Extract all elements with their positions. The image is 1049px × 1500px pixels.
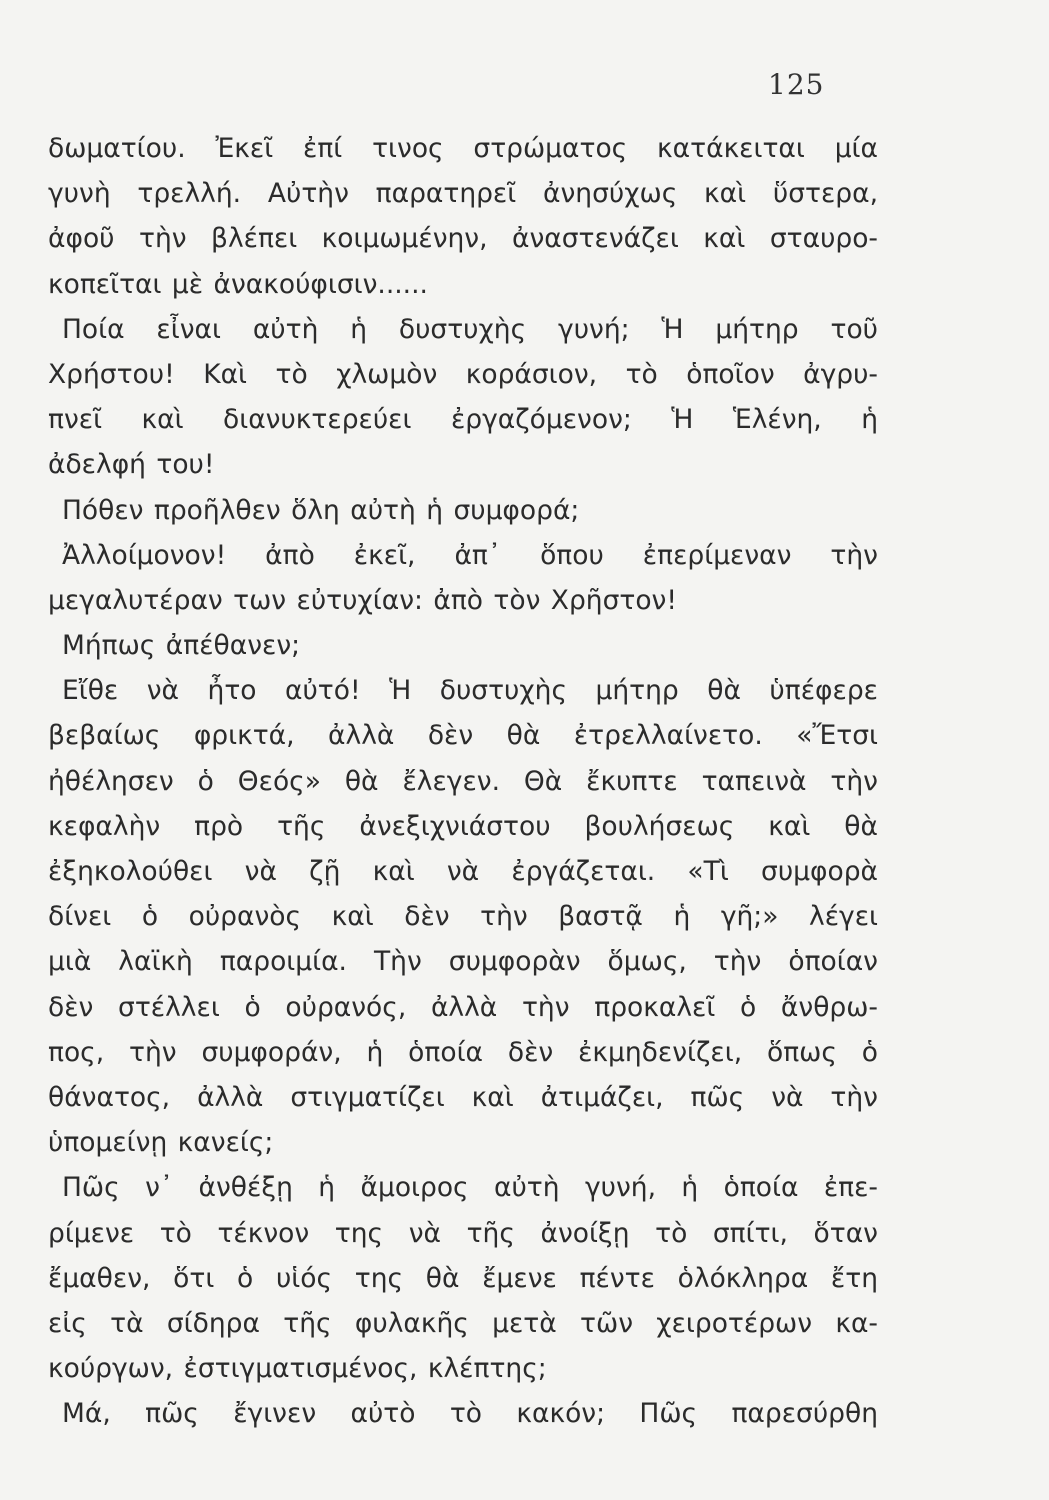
text-line: δίνει ὁ οὐρανὸς καὶ δὲν τὴν βαστᾷ ἡ γῆ;» λέγει: [48, 901, 878, 933]
text-line: Εἴθε νὰ ἦτο αὐτό! Ἡ δυστυχὴς μήτηρ θὰ ὑπέφερε: [62, 675, 878, 707]
text-line: εἰς τὰ σίδηρα τῆς φυλακῆς μετὰ τῶν χειροτέρων κα-: [48, 1307, 878, 1339]
text-line: γυνὴ τρελλή. Αὐτὴν παρατηρεῖ ἀνησύχως καὶ ὕστερα,: [48, 178, 878, 210]
text-line: Πόθεν προῆλθεν ὅλη αὐτὴ ἡ συμφορά;: [62, 494, 580, 526]
text-line: Πῶς ν᾽ ἀνθέξῃ ἡ ἄμοιρος αὐτὴ γυνή, ἡ ὁποία ἐπε-: [62, 1172, 878, 1204]
page-number: 125: [768, 68, 825, 101]
text-line: πνεῖ καὶ διανυκτερεύει ἐργαζόμενον; Ἡ Ἑλένη, ἡ: [48, 404, 878, 436]
text-line: Μά, πῶς ἔγινεν αὐτὸ τὸ κακόν; Πῶς παρεσύρθη: [62, 1398, 878, 1430]
text-line: ἀδελφή του!: [48, 449, 215, 481]
text-line: μεγαλυτέραν των εὐτυχίαν: ἀπὸ τὸν Χρῆστον!: [48, 584, 677, 616]
text-line: ἀφοῦ τὴν βλέπει κοιμωμένην, ἀναστενάζει καὶ σταυρο-: [48, 223, 878, 255]
text-line: Χρήστου! Καὶ τὸ χλωμὸν κοράσιον, τὸ ὁποῖον ἀγρυ-: [48, 358, 878, 390]
text-line: Μήπως ἀπέθανεν;: [62, 630, 301, 662]
body-text: [48, 126, 878, 1436]
text-line: Ποία εἶναι αὐτὴ ἡ δυστυχὴς γυνή; Ἡ μήτηρ τοῦ: [62, 313, 878, 345]
text-line: κεφαλὴν πρὸ τῆς ἀνεξιχνιάστου βουλήσεως καὶ θὰ: [48, 810, 878, 842]
text-line: ἠθέλησεν ὁ Θεός» θὰ ἔλεγεν. Θὰ ἔκυπτε ταπεινὰ τὴν: [48, 765, 878, 797]
text-line: δωματίου. Ἐκεῖ ἐπί τινος στρώματος κατάκειται μία: [48, 133, 878, 164]
text-line: βεβαίως φρικτά, ἀλλὰ δὲν θὰ ἐτρελλαίνετο. «Ἔτσι: [48, 720, 878, 752]
text-line: θάνατος, ἀλλὰ στιγματίζει καὶ ἀτιμάζει, πῶς νὰ τὴν: [48, 1081, 878, 1113]
text-line: κούργων, ἐστιγματισμένος, κλέπτης;: [48, 1353, 547, 1385]
text-line: ἔμαθεν, ὅτι ὁ υἱός της θὰ ἔμενε πέντε ὁλόκληρα ἔτη: [48, 1262, 878, 1294]
text-line: δὲν στέλλει ὁ οὐρανός, ἀλλὰ τὴν προκαλεῖ ὁ ἄνθρω-: [48, 991, 878, 1023]
text-line: Ἀλλοίμονον! ἀπὸ ἐκεῖ, ἀπ᾽ ὅπου ἐπερίμεναν τὴν: [62, 539, 878, 571]
text-line: πος, τὴν συμφοράν, ἡ ὁποία δὲν ἐκμηδενίζει, ὅπως ὁ: [48, 1036, 878, 1068]
text-line: ἐξηκολούθει νὰ ζῇ καὶ νὰ ἐργάζεται. «Τὶ συμφορὰ: [48, 856, 878, 887]
text-line: μιὰ λαϊκὴ παροιμία. Τὴν συμφορὰν ὅμως, τὴν ὁποίαν: [48, 946, 878, 978]
text-line: ρίμενε τὸ τέκνον της νὰ τῆς ἀνοίξῃ τὸ σπίτι, ὅταν: [48, 1217, 878, 1249]
text-line: κοπεῖται μὲ ἀνακούφισιν......: [48, 268, 428, 300]
text-line: ὑπομείνῃ κανείς;: [48, 1127, 274, 1159]
